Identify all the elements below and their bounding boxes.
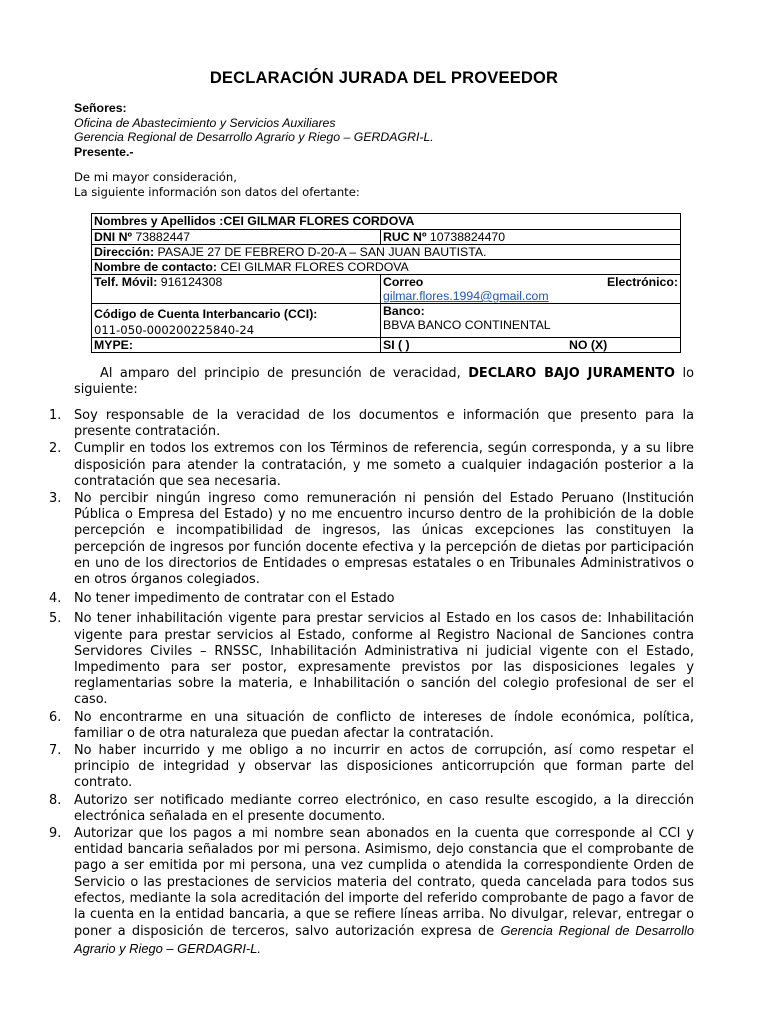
bank-label: Banco: xyxy=(383,304,425,318)
phone-value: 916124308 xyxy=(157,275,223,289)
item-number: 4. xyxy=(49,591,62,607)
item-text: Cumplir en todos los extremos con los Términos de referencia, según corresponda, y a su libre disposición para atender la contratación, y me someto a cualquier indagación posterior a la contratación que sea necesaria. xyxy=(74,441,694,489)
table-row xyxy=(92,275,681,304)
item-italic-tail: Gerencia Regional de Desarrollo Agrario y Riego – GERDAGRI-L. xyxy=(74,923,694,956)
name-cell: Nombres y Apellidos :CEI GILMAR FLORES CORDOVA xyxy=(92,214,681,230)
item-text: No tener impedimento de contratar con el Estado xyxy=(74,591,395,607)
presente-label: Presente.- xyxy=(74,144,134,159)
item-number: 5. xyxy=(49,611,62,627)
list-item xyxy=(0,611,694,708)
contact-cell xyxy=(92,260,681,275)
address-value: PASAJE 27 DE FEBRERO D-20-A – SAN JUAN BAUTISTA. xyxy=(154,245,487,259)
mype-options-cell xyxy=(381,338,681,353)
email-label-part-1: Correo xyxy=(383,275,424,289)
item-text: No percibir ningún ingreso como remuneración ni pensión del Estado Peruano (Institución Pública o Empresa del Estado) y no me encuentro incurso dentro de la prohibición de la doble percepción e incompatibilidad de ingresos, las únicas excepciones las constituyen la percepción de ingresos por función docente efectiva y la percepción de dietas por participación en uno de los directorios de Entidades o empresas estatales o en Tribunales Administrativos o en otros órganos colegiados. xyxy=(74,491,694,588)
item-number: 2. xyxy=(49,441,62,457)
phone-cell xyxy=(92,275,381,304)
phone-label: Telf. Móvil: xyxy=(94,275,158,289)
table-row xyxy=(92,338,681,353)
ruc-label: RUC Nº xyxy=(383,230,427,244)
list-item xyxy=(0,743,694,792)
email-cell xyxy=(381,275,681,304)
list-item xyxy=(0,408,694,440)
bank-value: BBVA BANCO CONTINENTAL xyxy=(383,318,551,332)
dni-label: DNI Nº xyxy=(94,230,132,244)
item-number: 9. xyxy=(49,826,62,842)
bidder-info-table xyxy=(91,213,681,353)
list-item xyxy=(0,710,694,742)
dni-cell xyxy=(92,230,381,245)
item-text: Soy responsable de la veracidad de los documentos e información que presento para la presente contratación. xyxy=(74,408,694,440)
item-text: No encontrarme en una situación de conflicto de intereses de índole económica, política, familiar o de otra naturaleza que puedan afectar la contratación. xyxy=(74,709,694,741)
item-text: No tener inhabilitación vigente para prestar servicios al Estado en los casos de: Inhabilitación vigente para prestar servicios al Estado, conforme al Registro Nacional de Sanciones contra Servidores Civiles – RNSSC, Inhabilitación Administrativa ni judicial vigente con el Estado, Impedimento para ser postor, expresamente previstos por las disposiciones legales y reglamentarias sobre la materia, e Inhabilitación o sanción del colegio profesional de ser el caso. xyxy=(74,611,694,708)
email-link[interactable]: gilmar.flores.1994@gmail.com xyxy=(383,289,549,303)
table-row xyxy=(92,260,681,275)
item-number: 3. xyxy=(49,491,62,507)
intro-line-2: La siguiente información son datos del ofertante: xyxy=(74,184,360,199)
table-row xyxy=(92,214,681,230)
cci-value: 011-050-000200225840-24 xyxy=(94,323,255,337)
list-item xyxy=(0,591,694,607)
contact-value: CEI GILMAR FLORES CORDOVA xyxy=(216,260,409,274)
address-label: Dirección: xyxy=(94,245,155,259)
salutation: Señores: xyxy=(74,101,127,115)
addressee-block xyxy=(74,101,434,159)
bank-cell xyxy=(381,304,681,338)
preamble-tail: lo siguiente: xyxy=(74,366,694,397)
item-text: Autorizo ser notificado mediante correo electrónico, en caso resulte escogido, a la dirección electrónica señalada en el presente documento. xyxy=(74,792,694,824)
address-cell xyxy=(92,245,681,260)
email-label-part-2: Electrónico: xyxy=(606,275,678,289)
item-number: 7. xyxy=(49,743,62,759)
list-item xyxy=(0,491,694,588)
preamble-bold: DECLARO BAJO JURAMENTO xyxy=(468,366,675,381)
mype-si-option: SI ( ) xyxy=(383,338,410,352)
cci-cell xyxy=(92,304,381,338)
ruc-cell xyxy=(381,230,681,245)
item-number: 8. xyxy=(49,792,62,808)
list-item xyxy=(0,441,694,490)
cci-label: Código de Cuenta Interbancario (CCI): xyxy=(94,307,318,321)
item-number: 6. xyxy=(49,709,62,725)
addressee-office: Oficina de Abastecimiento y Servicios Auxiliares xyxy=(74,115,336,130)
contact-label: Nombre de contacto: xyxy=(94,260,217,274)
email-label xyxy=(383,275,678,289)
declaration-preamble xyxy=(74,366,694,398)
declaration-list xyxy=(0,408,768,959)
item-text: Autorizar que los pagos a mi nombre sean abonados en la cuenta que corresponde al CCI y entidad bancaria señalados por mi persona. Asimismo, dejo constancia que el comprobante de pago a ser emitida por mi persona, una vez cumplida o atendida la correspondiente Orden de Servicio o las prestaciones de servicios materia del contrato, queda cancelada para todos sus efectos, mediante la sola acreditación del importe del referido comprobante de pago a favor de la cuenta en la entidad bancaria, a que se refiere líneas arriba. No divulgar, relevar, entregar o poner a disposición de terceros, salvo autorización expresa de xyxy=(74,826,694,940)
list-item xyxy=(0,793,694,825)
table-row xyxy=(92,304,681,338)
ruc-value: 10738824470 xyxy=(426,230,506,244)
preamble-text: Al amparo del principio de presunción de veracidad, xyxy=(100,366,461,381)
list-item xyxy=(0,826,694,958)
addressee-organization: Gerencia Regional de Desarrollo Agrario y Riego – GERDAGRI-L. xyxy=(74,130,434,145)
intro-line-1: De mi mayor consideración, xyxy=(74,170,237,184)
mype-cell: MYPE: xyxy=(92,338,381,353)
item-number: 1. xyxy=(49,408,62,423)
table-row xyxy=(92,245,681,260)
intro-block xyxy=(74,170,360,199)
document-title: DECLARACIÓN JURADA DEL PROVEEDOR xyxy=(209,69,559,87)
mype-no-option: NO (X) xyxy=(569,338,608,352)
dni-value: 73882447 xyxy=(131,230,191,244)
table-row xyxy=(92,230,681,245)
item-text: No haber incurrido y me obligo a no incurrir en actos de corrupción, así como respetar el principio de integridad y observar las disposiciones anticorrupción que forman parte del contrato. xyxy=(74,743,694,791)
